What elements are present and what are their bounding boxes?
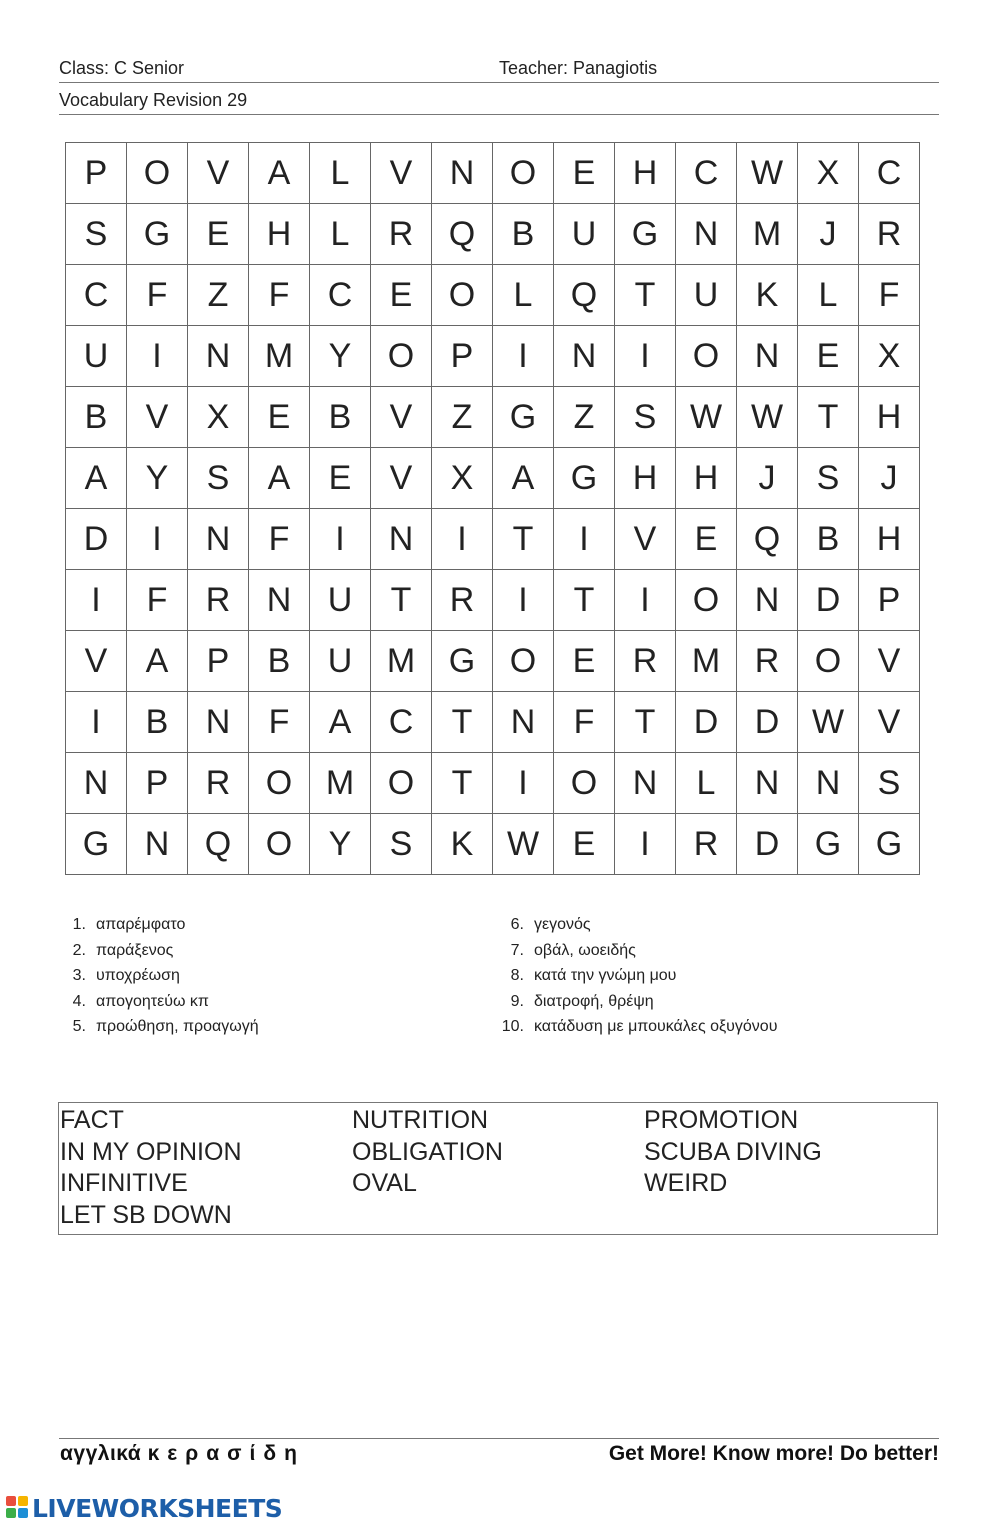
grid-cell[interactable]: E xyxy=(371,265,432,326)
grid-cell[interactable]: G xyxy=(615,204,676,265)
clue-item xyxy=(490,1016,777,1042)
grid-cell[interactable]: S xyxy=(371,814,432,875)
header-row xyxy=(59,58,939,83)
word-bank xyxy=(58,1102,938,1235)
grid-cell[interactable]: E xyxy=(676,509,737,570)
grid-cell[interactable]: C xyxy=(676,143,737,204)
grid-cell[interactable]: H xyxy=(249,204,310,265)
grid-row xyxy=(66,631,920,692)
grid-cell[interactable]: K xyxy=(432,814,493,875)
grid-cell[interactable]: I xyxy=(493,570,554,631)
grid-cell[interactable]: I xyxy=(554,509,615,570)
grid-cell[interactable]: R xyxy=(432,570,493,631)
grid-row xyxy=(66,814,920,875)
grid-cell[interactable]: F xyxy=(554,692,615,753)
grid-cell[interactable]: O xyxy=(432,265,493,326)
grid-cell[interactable]: M xyxy=(310,753,371,814)
grid-row xyxy=(66,204,920,265)
grid-cell[interactable]: T xyxy=(798,387,859,448)
grid-cell[interactable]: S xyxy=(615,387,676,448)
grid-cell[interactable]: O xyxy=(554,753,615,814)
grid-cell[interactable]: M xyxy=(249,326,310,387)
grid-cell[interactable]: G xyxy=(432,631,493,692)
clue-number: 5. xyxy=(72,1018,86,1036)
grid-cell[interactable]: A xyxy=(66,448,127,509)
grid-cell[interactable]: N xyxy=(127,814,188,875)
clue-item xyxy=(490,940,777,966)
word-bank-item: IN MY OPINION xyxy=(60,1137,242,1166)
grid-cell[interactable]: I xyxy=(127,326,188,387)
grid-cell[interactable]: V xyxy=(188,143,249,204)
grid-cell[interactable]: U xyxy=(310,631,371,692)
grid-row xyxy=(66,692,920,753)
grid-cell[interactable]: C xyxy=(859,143,920,204)
grid-cell[interactable]: O xyxy=(676,326,737,387)
grid-cell[interactable]: Y xyxy=(310,326,371,387)
clue-item xyxy=(60,1016,259,1042)
grid-cell[interactable]: U xyxy=(66,326,127,387)
footer-author xyxy=(60,1442,305,1466)
grid-row xyxy=(66,387,920,448)
class-label: Class: C Senior xyxy=(59,58,185,78)
word-bank-item: OBLIGATION xyxy=(352,1137,503,1166)
grid-cell[interactable]: D xyxy=(737,814,798,875)
grid-cell[interactable]: C xyxy=(66,265,127,326)
clue-text: απαρέμφατο xyxy=(96,916,186,933)
grid-cell[interactable]: G xyxy=(554,448,615,509)
clue-number: 2. xyxy=(72,941,86,959)
grid-cell[interactable]: P xyxy=(188,631,249,692)
clue-item xyxy=(60,991,259,1017)
grid-cell[interactable]: F xyxy=(859,265,920,326)
grid-cell[interactable]: T xyxy=(493,509,554,570)
grid-cell[interactable]: U xyxy=(554,204,615,265)
grid-cell[interactable]: Z xyxy=(188,265,249,326)
word-bank-column-1 xyxy=(60,1105,242,1231)
grid-cell[interactable]: M xyxy=(737,204,798,265)
grid-cell[interactable]: Y xyxy=(310,814,371,875)
grid-cell[interactable]: O xyxy=(127,143,188,204)
grid-cell[interactable]: A xyxy=(249,143,310,204)
grid-cell[interactable]: H xyxy=(676,448,737,509)
grid-cell[interactable]: X xyxy=(798,143,859,204)
grid-cell[interactable]: N xyxy=(249,570,310,631)
grid-cell[interactable]: N xyxy=(188,692,249,753)
grid-cell[interactable]: O xyxy=(676,570,737,631)
grid-cell[interactable]: R xyxy=(859,204,920,265)
grid-row xyxy=(66,448,920,509)
grid-cell[interactable]: S xyxy=(859,753,920,814)
clue-number: 7. xyxy=(510,941,524,959)
grid-cell[interactable]: T xyxy=(615,692,676,753)
grid-cell[interactable]: G xyxy=(493,387,554,448)
grid-cell[interactable]: M xyxy=(371,631,432,692)
grid-cell[interactable]: A xyxy=(493,448,554,509)
grid-cell[interactable]: I xyxy=(310,509,371,570)
clue-number: 8. xyxy=(510,967,524,985)
grid-cell[interactable]: D xyxy=(66,509,127,570)
clue-number: 10. xyxy=(501,1018,524,1036)
grid-cell[interactable]: W xyxy=(676,387,737,448)
grid-cell[interactable]: Z xyxy=(432,387,493,448)
grid-cell[interactable]: R xyxy=(615,631,676,692)
grid-cell[interactable]: U xyxy=(676,265,737,326)
grid-cell[interactable]: O xyxy=(493,631,554,692)
word-bank-item: INFINITIVE xyxy=(60,1169,188,1197)
footer-author-word: αγγλικά xyxy=(60,1442,142,1465)
clue-number: 4. xyxy=(72,992,86,1010)
grid-cell[interactable]: I xyxy=(66,570,127,631)
clue-text: οβάλ, ωοειδής xyxy=(534,941,636,959)
grid-cell[interactable]: F xyxy=(127,570,188,631)
grid-cell[interactable]: G xyxy=(798,814,859,875)
clue-item xyxy=(490,991,777,1017)
clue-text: διατροφή, θρέψη xyxy=(534,992,654,1010)
grid-cell[interactable]: V xyxy=(66,631,127,692)
grid-cell[interactable]: S xyxy=(66,204,127,265)
grid-cell[interactable]: F xyxy=(249,265,310,326)
footer-slogan: Get More! Know more! Do better! xyxy=(608,1442,939,1465)
grid-cell[interactable]: B xyxy=(798,509,859,570)
liveworksheets-logo-icon xyxy=(6,1496,30,1520)
clue-text: γεγονός xyxy=(534,916,591,933)
grid-cell[interactable]: I xyxy=(66,692,127,753)
word-bank-column-2 xyxy=(352,1105,503,1200)
grid-cell[interactable]: C xyxy=(371,692,432,753)
grid-cell[interactable]: E xyxy=(188,204,249,265)
grid-cell[interactable]: I xyxy=(432,509,493,570)
grid-cell[interactable]: R xyxy=(371,204,432,265)
grid-cell[interactable]: H xyxy=(859,387,920,448)
clue-item xyxy=(60,965,259,991)
grid-row xyxy=(66,143,920,204)
grid-cell[interactable]: A xyxy=(249,448,310,509)
grid-cell[interactable]: G xyxy=(859,814,920,875)
grid-cell[interactable]: V xyxy=(371,387,432,448)
grid-cell[interactable]: I xyxy=(615,814,676,875)
grid-cell[interactable]: V xyxy=(859,631,920,692)
grid-cell[interactable]: N xyxy=(188,509,249,570)
grid-cell[interactable]: O xyxy=(249,814,310,875)
clue-number: 6. xyxy=(510,916,524,933)
grid-cell[interactable]: R xyxy=(188,753,249,814)
liveworksheets-brand[interactable] xyxy=(6,1494,282,1522)
grid-cell[interactable]: O xyxy=(798,631,859,692)
grid-cell[interactable]: Q xyxy=(554,265,615,326)
word-bank-column-3 xyxy=(644,1105,822,1200)
grid-cell[interactable]: T xyxy=(432,753,493,814)
grid-cell[interactable]: E xyxy=(554,143,615,204)
grid-cell[interactable]: I xyxy=(127,509,188,570)
grid-cell[interactable]: E xyxy=(798,326,859,387)
grid-cell[interactable]: P xyxy=(127,753,188,814)
footer-author-name: κερασίδη xyxy=(147,1442,305,1465)
grid-cell[interactable]: X xyxy=(432,448,493,509)
grid-cell[interactable]: J xyxy=(798,204,859,265)
grid-cell[interactable]: B xyxy=(249,631,310,692)
grid-cell[interactable]: V xyxy=(371,143,432,204)
grid-cell[interactable]: I xyxy=(493,326,554,387)
grid-row xyxy=(66,509,920,570)
grid-cell[interactable]: L xyxy=(310,204,371,265)
grid-cell[interactable]: C xyxy=(310,265,371,326)
grid-cell[interactable]: I xyxy=(493,753,554,814)
grid-cell[interactable]: T xyxy=(432,692,493,753)
grid-cell[interactable]: I xyxy=(615,570,676,631)
grid-cell[interactable]: Z xyxy=(554,387,615,448)
clue-text: παράξενος xyxy=(96,941,174,959)
grid-cell[interactable]: N xyxy=(493,692,554,753)
grid-cell[interactable]: X xyxy=(859,326,920,387)
word-bank-item: OVAL xyxy=(352,1169,417,1197)
grid-cell[interactable]: B xyxy=(310,387,371,448)
clue-text: υποχρέωση xyxy=(96,967,180,985)
word-bank-item: FACT xyxy=(60,1106,124,1134)
page-title: Vocabulary Revision 29 xyxy=(59,90,248,110)
clue-text: κατά την γνώμη μου xyxy=(534,967,677,985)
teacher-label: Teacher: Panagiotis xyxy=(499,58,658,78)
footer-divider xyxy=(59,1438,939,1439)
grid-cell[interactable]: W xyxy=(737,143,798,204)
clue-item xyxy=(490,914,777,940)
grid-cell[interactable]: E xyxy=(310,448,371,509)
grid-cell[interactable]: N xyxy=(737,570,798,631)
grid-cell[interactable]: D xyxy=(737,692,798,753)
grid-cell[interactable]: F xyxy=(127,265,188,326)
grid-cell[interactable]: E xyxy=(249,387,310,448)
grid-row xyxy=(66,570,920,631)
grid-cell[interactable]: L xyxy=(493,265,554,326)
grid-cell[interactable]: B xyxy=(66,387,127,448)
clue-number: 1. xyxy=(72,916,86,933)
grid-cell[interactable]: J xyxy=(737,448,798,509)
clue-item xyxy=(490,965,777,991)
grid-cell[interactable]: T xyxy=(554,570,615,631)
grid-cell[interactable]: I xyxy=(615,326,676,387)
grid-cell[interactable]: P xyxy=(432,326,493,387)
grid-cell[interactable]: D xyxy=(798,570,859,631)
clue-text: προώθηση, προαγωγή xyxy=(96,1018,259,1036)
grid-cell[interactable]: N xyxy=(676,204,737,265)
word-bank-item: WEIRD xyxy=(644,1169,728,1197)
grid-cell[interactable]: L xyxy=(798,265,859,326)
grid-cell[interactable]: G xyxy=(66,814,127,875)
grid-cell[interactable]: T xyxy=(371,570,432,631)
grid-cell[interactable]: N xyxy=(798,753,859,814)
grid-row xyxy=(66,265,920,326)
grid-cell[interactable]: W xyxy=(737,387,798,448)
clue-item xyxy=(60,940,259,966)
grid-cell[interactable]: V xyxy=(371,448,432,509)
grid-cell[interactable]: W xyxy=(493,814,554,875)
clue-item xyxy=(60,914,259,940)
grid-cell[interactable]: F xyxy=(249,692,310,753)
title-row xyxy=(59,90,939,115)
grid-cell[interactable]: N xyxy=(554,326,615,387)
grid-cell[interactable]: S xyxy=(188,448,249,509)
clue-list-right xyxy=(490,914,777,1042)
grid-cell[interactable]: V xyxy=(615,509,676,570)
grid-cell[interactable]: N xyxy=(737,326,798,387)
word-bank-item: LET SB DOWN xyxy=(60,1200,232,1229)
clue-text: απογοητεύω κπ xyxy=(96,992,209,1010)
grid-cell[interactable]: G xyxy=(127,204,188,265)
grid-cell[interactable]: S xyxy=(798,448,859,509)
grid-cell[interactable]: H xyxy=(615,143,676,204)
clue-number: 9. xyxy=(510,992,524,1010)
grid-cell[interactable]: F xyxy=(249,509,310,570)
grid-row xyxy=(66,753,920,814)
grid-cell[interactable]: N xyxy=(432,143,493,204)
grid-cell[interactable]: O xyxy=(371,326,432,387)
grid-cell[interactable]: X xyxy=(188,387,249,448)
grid-cell[interactable]: N xyxy=(371,509,432,570)
grid-cell[interactable]: R xyxy=(188,570,249,631)
grid-cell[interactable]: A xyxy=(127,631,188,692)
clue-list-left xyxy=(60,914,259,1042)
grid-cell[interactable]: N xyxy=(188,326,249,387)
grid-cell[interactable]: R xyxy=(676,814,737,875)
grid-cell[interactable]: O xyxy=(249,753,310,814)
grid-cell[interactable]: N xyxy=(66,753,127,814)
grid-cell[interactable]: V xyxy=(859,692,920,753)
grid-cell[interactable]: D xyxy=(676,692,737,753)
grid-cell[interactable]: Q xyxy=(737,509,798,570)
grid-cell[interactable]: P xyxy=(66,143,127,204)
grid-cell[interactable]: N xyxy=(615,753,676,814)
grid-cell[interactable]: M xyxy=(676,631,737,692)
grid-cell[interactable]: Y xyxy=(127,448,188,509)
grid-cell[interactable]: O xyxy=(371,753,432,814)
word-bank-item: NUTRITION xyxy=(352,1106,489,1134)
word-search-grid[interactable] xyxy=(65,142,920,875)
grid-cell[interactable]: O xyxy=(493,143,554,204)
grid-cell[interactable]: V xyxy=(127,387,188,448)
grid-cell[interactable]: A xyxy=(310,692,371,753)
grid-cell[interactable]: Q xyxy=(188,814,249,875)
grid-cell[interactable]: H xyxy=(615,448,676,509)
grid-cell[interactable]: L xyxy=(676,753,737,814)
grid-cell[interactable]: E xyxy=(554,814,615,875)
grid-cell[interactable]: B xyxy=(493,204,554,265)
grid-cell[interactable]: P xyxy=(859,570,920,631)
grid-cell[interactable]: W xyxy=(798,692,859,753)
grid-cell[interactable]: N xyxy=(737,753,798,814)
brand-name: LIVEWORKSHEETS xyxy=(32,1493,283,1523)
grid-row xyxy=(66,326,920,387)
grid-cell[interactable]: L xyxy=(310,143,371,204)
grid-cell[interactable]: K xyxy=(737,265,798,326)
grid-cell[interactable]: E xyxy=(554,631,615,692)
grid-cell[interactable]: Q xyxy=(432,204,493,265)
clue-number: 3. xyxy=(72,967,86,985)
grid-cell[interactable]: R xyxy=(737,631,798,692)
grid-cell[interactable]: T xyxy=(615,265,676,326)
grid-cell[interactable]: B xyxy=(127,692,188,753)
clue-text: κατάδυση με μπουκάλες οξυγόνου xyxy=(534,1018,778,1036)
grid-cell[interactable]: U xyxy=(310,570,371,631)
grid-cell[interactable]: H xyxy=(859,509,920,570)
word-bank-item: SCUBA DIVING xyxy=(644,1137,822,1166)
grid-cell[interactable]: J xyxy=(859,448,920,509)
word-bank-item: PROMOTION xyxy=(644,1106,799,1134)
